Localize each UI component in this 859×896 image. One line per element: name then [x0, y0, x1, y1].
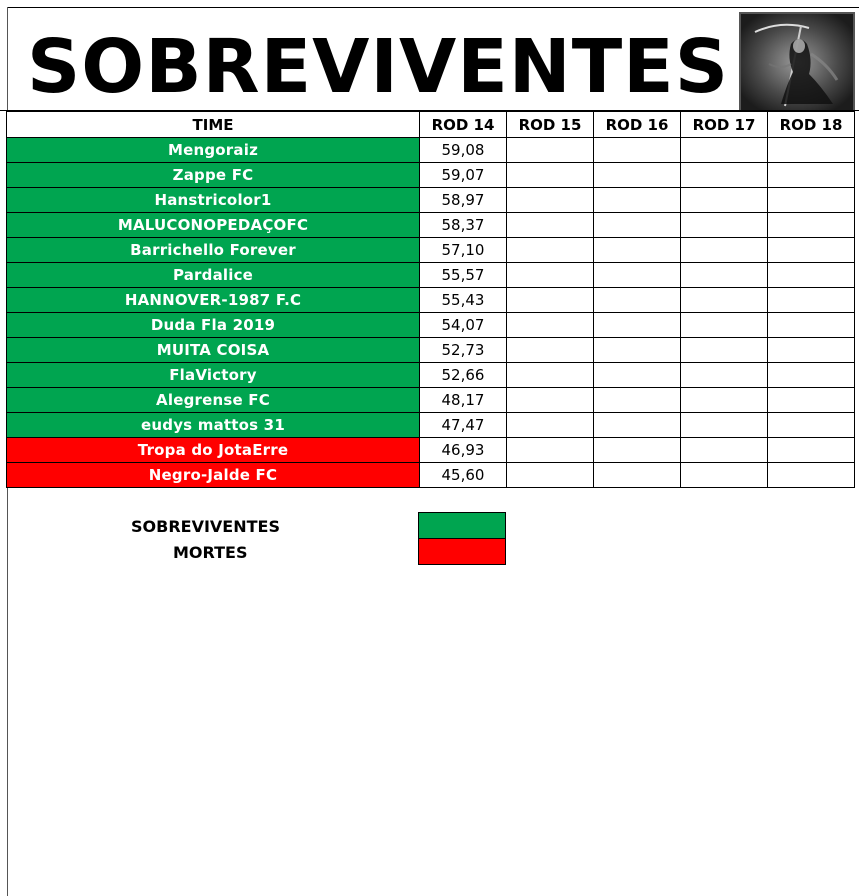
score-cell-rod-15[interactable] [507, 463, 594, 488]
table-header-row [7, 112, 855, 138]
table-row [7, 363, 855, 388]
score-cell-rod-14[interactable]: 46,93 [420, 438, 507, 463]
score-cell-rod-17[interactable] [681, 463, 768, 488]
score-cell-rod-14[interactable]: 52,66 [420, 363, 507, 388]
score-cell-rod-16[interactable] [594, 463, 681, 488]
table-row [7, 238, 855, 263]
score-cell-rod-18[interactable] [768, 163, 855, 188]
score-cell-rod-16[interactable] [594, 138, 681, 163]
score-cell-rod-17[interactable] [681, 188, 768, 213]
team-name-cell[interactable]: Tropa do JotaErre [7, 438, 420, 463]
score-cell-rod-16[interactable] [594, 288, 681, 313]
score-cell-rod-14[interactable]: 48,17 [420, 388, 507, 413]
score-cell-rod-16[interactable] [594, 238, 681, 263]
table-row [7, 163, 855, 188]
table-row [7, 288, 855, 313]
team-name-cell[interactable]: Hanstricolor1 [7, 188, 420, 213]
score-cell-rod-15[interactable] [507, 363, 594, 388]
score-cell-rod-16[interactable] [594, 438, 681, 463]
score-cell-rod-17[interactable] [681, 263, 768, 288]
header-time: TIME [7, 112, 420, 138]
team-name-cell[interactable]: Negro-Jalde FC [7, 463, 420, 488]
score-cell-rod-14[interactable]: 55,57 [420, 263, 507, 288]
score-cell-rod-14[interactable]: 47,47 [420, 413, 507, 438]
score-cell-rod-18[interactable] [768, 138, 855, 163]
score-cell-rod-17[interactable] [681, 213, 768, 238]
score-cell-rod-16[interactable] [594, 213, 681, 238]
header-rod-14: ROD 14 [420, 112, 507, 138]
score-cell-rod-16[interactable] [594, 413, 681, 438]
header-rod-17: ROD 17 [681, 112, 768, 138]
score-cell-rod-17[interactable] [681, 288, 768, 313]
score-cell-rod-16[interactable] [594, 363, 681, 388]
score-cell-rod-15[interactable] [507, 388, 594, 413]
score-cell-rod-15[interactable] [507, 138, 594, 163]
score-cell-rod-15[interactable] [507, 438, 594, 463]
grim-reaper-image [739, 12, 855, 112]
score-cell-rod-17[interactable] [681, 413, 768, 438]
team-name-cell[interactable]: Duda Fla 2019 [7, 313, 420, 338]
title-banner [7, 8, 859, 110]
score-cell-rod-18[interactable] [768, 188, 855, 213]
team-name-cell[interactable]: Alegrense FC [7, 388, 420, 413]
score-cell-rod-18[interactable] [768, 388, 855, 413]
score-cell-rod-18[interactable] [768, 238, 855, 263]
table-row [7, 188, 855, 213]
score-cell-rod-18[interactable] [768, 438, 855, 463]
score-cell-rod-16[interactable] [594, 313, 681, 338]
team-name-cell[interactable]: MALUCONOPEDAÇOFC [7, 213, 420, 238]
score-cell-rod-18[interactable] [768, 213, 855, 238]
table-row [7, 138, 855, 163]
score-cell-rod-15[interactable] [507, 263, 594, 288]
legend-dead-label: MORTES [173, 543, 248, 562]
team-name-cell[interactable]: MUITA COISA [7, 338, 420, 363]
score-cell-rod-17[interactable] [681, 363, 768, 388]
score-cell-rod-18[interactable] [768, 313, 855, 338]
score-cell-rod-15[interactable] [507, 188, 594, 213]
score-cell-rod-15[interactable] [507, 288, 594, 313]
score-cell-rod-18[interactable] [768, 263, 855, 288]
team-name-cell[interactable]: HANNOVER-1987 F.C [7, 288, 420, 313]
legend-alive-swatch [418, 512, 506, 539]
table-row [7, 463, 855, 488]
score-cell-rod-17[interactable] [681, 388, 768, 413]
score-cell-rod-18[interactable] [768, 463, 855, 488]
score-cell-rod-17[interactable] [681, 438, 768, 463]
score-cell-rod-14[interactable]: 55,43 [420, 288, 507, 313]
header-rod-18: ROD 18 [768, 112, 855, 138]
survivors-table [6, 111, 855, 488]
score-cell-rod-17[interactable] [681, 163, 768, 188]
score-cell-rod-14[interactable]: 57,10 [420, 238, 507, 263]
table-row [7, 313, 855, 338]
team-name-cell[interactable]: Zappe FC [7, 163, 420, 188]
score-cell-rod-17[interactable] [681, 238, 768, 263]
score-cell-rod-15[interactable] [507, 238, 594, 263]
team-name-cell[interactable]: eudys mattos 31 [7, 413, 420, 438]
score-cell-rod-17[interactable] [681, 313, 768, 338]
table-row [7, 213, 855, 238]
score-cell-rod-14[interactable]: 59,07 [420, 163, 507, 188]
score-cell-rod-15[interactable] [507, 313, 594, 338]
score-cell-rod-14[interactable]: 52,73 [420, 338, 507, 363]
table-row [7, 413, 855, 438]
score-cell-rod-15[interactable] [507, 163, 594, 188]
score-cell-rod-15[interactable] [507, 338, 594, 363]
table-row [7, 263, 855, 288]
score-cell-rod-14[interactable]: 45,60 [420, 463, 507, 488]
score-cell-rod-17[interactable] [681, 138, 768, 163]
score-cell-rod-14[interactable]: 54,07 [420, 313, 507, 338]
score-cell-rod-18[interactable] [768, 288, 855, 313]
page-title: SOBREVIVENTES [27, 24, 730, 110]
score-cell-rod-14[interactable]: 58,37 [420, 213, 507, 238]
legend-alive-label: SOBREVIVENTES [131, 517, 280, 536]
score-cell-rod-14[interactable]: 58,97 [420, 188, 507, 213]
score-cell-rod-18[interactable] [768, 413, 855, 438]
legend-dead-swatch [418, 538, 506, 565]
score-cell-rod-18[interactable] [768, 363, 855, 388]
score-cell-rod-15[interactable] [507, 213, 594, 238]
grim-reaper-icon [741, 14, 853, 110]
score-cell-rod-16[interactable] [594, 388, 681, 413]
score-cell-rod-17[interactable] [681, 338, 768, 363]
header-rod-16: ROD 16 [594, 112, 681, 138]
team-name-cell[interactable]: Pardalice [7, 263, 420, 288]
score-cell-rod-14[interactable]: 59,08 [420, 138, 507, 163]
table-row [7, 438, 855, 463]
team-name-cell[interactable]: Barrichello Forever [7, 238, 420, 263]
header-rod-15: ROD 15 [507, 112, 594, 138]
score-cell-rod-15[interactable] [507, 413, 594, 438]
score-cell-rod-16[interactable] [594, 338, 681, 363]
team-name-cell[interactable]: FlaVictory [7, 363, 420, 388]
score-cell-rod-16[interactable] [594, 163, 681, 188]
table-row [7, 388, 855, 413]
score-cell-rod-18[interactable] [768, 338, 855, 363]
table-row [7, 338, 855, 363]
score-cell-rod-16[interactable] [594, 263, 681, 288]
score-cell-rod-16[interactable] [594, 188, 681, 213]
team-name-cell[interactable]: Mengoraiz [7, 138, 420, 163]
